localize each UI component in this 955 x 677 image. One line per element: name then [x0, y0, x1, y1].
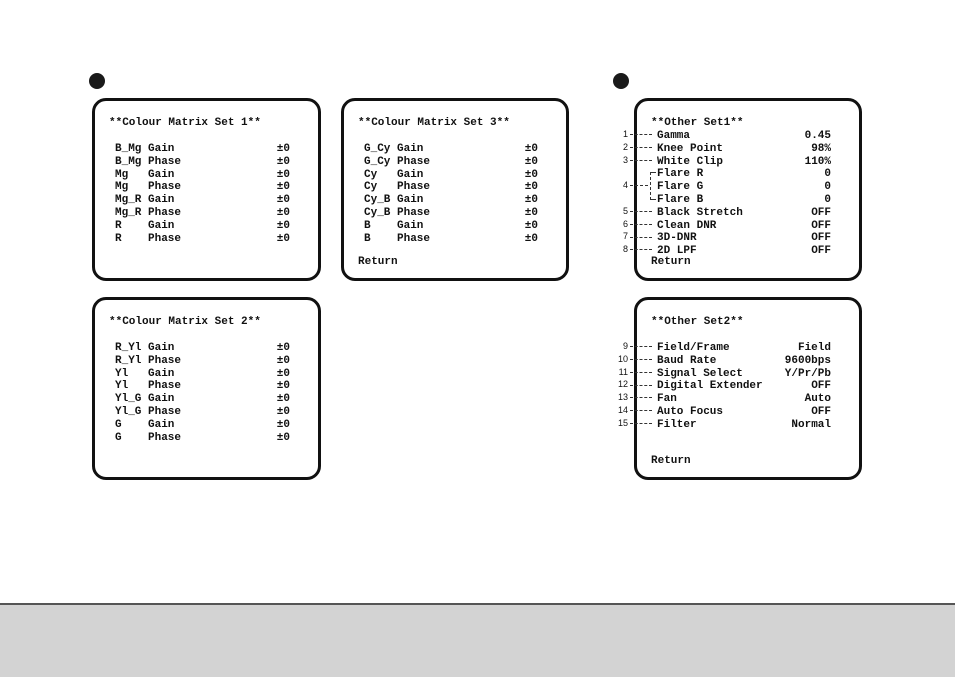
row-label: 2D LPF	[657, 245, 697, 258]
row-label: B Phase	[364, 232, 431, 245]
row-value: ±0	[524, 181, 538, 194]
row-label: Yl Gain	[115, 367, 175, 380]
row-label: Flare G	[657, 181, 704, 194]
row-value: ±0	[524, 168, 538, 181]
return-item: Return	[358, 256, 398, 268]
callout-8: 8	[623, 243, 652, 256]
row-value: ±0	[524, 155, 538, 168]
colour-matrix-set-2-screen	[92, 297, 321, 480]
row-label: Mg Gain	[115, 168, 175, 181]
return-item: Return	[651, 256, 691, 268]
row-label: Mg Phase	[115, 181, 182, 194]
menu-row	[364, 181, 538, 194]
callout-1: 1	[623, 128, 652, 141]
row-value: ±0	[276, 418, 290, 431]
row-label: Yl_G Phase	[115, 405, 182, 418]
row-value: OFF	[811, 219, 831, 232]
menu-row	[115, 342, 290, 355]
row-value: ±0	[276, 206, 290, 219]
colour-matrix-set-1-screen	[92, 98, 321, 281]
callout-12: 12	[618, 378, 652, 391]
row-value: ±0	[276, 143, 290, 155]
screen-title: **Colour Matrix Set 3**	[358, 117, 510, 129]
row-label: Cy Gain	[364, 168, 424, 181]
menu-rows	[657, 130, 831, 258]
menu-rows	[657, 342, 831, 432]
row-value: Field	[797, 342, 831, 354]
section-marker-right	[613, 73, 629, 89]
menu-row	[657, 380, 831, 393]
callout-4: 4	[623, 179, 648, 192]
other-set-2-screen	[634, 297, 862, 480]
row-label: Filter	[657, 418, 697, 431]
row-label: Cy_B Gain	[364, 194, 424, 207]
row-label: Signal Select	[657, 367, 743, 380]
menu-row	[657, 194, 831, 207]
row-value: ±0	[276, 168, 290, 181]
menu-row	[657, 220, 831, 233]
callout-4-bracket	[650, 172, 656, 200]
row-label: Yl_G Gain	[115, 393, 175, 406]
row-label: R_Yl Phase	[115, 354, 182, 367]
row-label: G Phase	[115, 431, 182, 444]
row-label: Mg_R Gain	[115, 194, 175, 207]
menu-row	[364, 194, 538, 207]
menu-row	[657, 156, 831, 169]
menu-row	[657, 368, 831, 381]
row-label: R_Yl Gain	[115, 342, 175, 354]
row-value: Auto	[804, 393, 831, 406]
menu-row	[657, 406, 831, 419]
menu-row	[115, 143, 290, 156]
callout-9: 9	[623, 340, 652, 353]
menu-row	[657, 393, 831, 406]
row-label: Yl Phase	[115, 380, 182, 393]
row-label: Gamma	[657, 130, 691, 142]
row-value: 0	[824, 168, 831, 181]
menu-row	[115, 393, 290, 406]
row-label: G_Cy Gain	[364, 143, 424, 155]
row-value: OFF	[811, 380, 831, 393]
colour-matrix-set-3-screen	[341, 98, 569, 281]
menu-row	[115, 181, 290, 194]
menu-rows	[115, 342, 290, 444]
menu-row	[364, 169, 538, 182]
row-value: ±0	[276, 342, 290, 354]
row-label: B_Mg Gain	[115, 143, 175, 155]
row-label: G Gain	[115, 418, 175, 431]
callout-13: 13	[618, 391, 652, 404]
screen-title: **Colour Matrix Set 1**	[109, 117, 261, 129]
row-value: ±0	[276, 219, 290, 232]
row-value: OFF	[811, 245, 831, 258]
row-value: ±0	[524, 143, 538, 155]
callout-2: 2	[623, 141, 652, 154]
row-label: Baud Rate	[657, 354, 717, 367]
menu-row	[364, 156, 538, 169]
row-label: R Gain	[115, 219, 175, 232]
row-value: ±0	[524, 232, 538, 245]
row-label: B_Mg Phase	[115, 155, 182, 168]
row-value: 98%	[811, 142, 831, 155]
menu-row	[364, 207, 538, 220]
menu-row	[657, 130, 831, 143]
row-label: G_Cy Phase	[364, 155, 431, 168]
row-label: Flare B	[657, 193, 704, 206]
row-value: ±0	[524, 219, 538, 232]
row-label: Auto Focus	[657, 405, 724, 418]
row-value: ±0	[276, 354, 290, 367]
other-set-1-callouts	[580, 128, 652, 258]
menu-row	[657, 207, 831, 220]
other-set-2-callouts	[580, 340, 652, 432]
callout-10: 10	[618, 353, 652, 366]
menu-row	[115, 156, 290, 169]
menu-row	[115, 220, 290, 233]
row-label: 3D-DNR	[657, 232, 697, 245]
row-label: Black Stretch	[657, 206, 743, 219]
callout-15: 15	[618, 417, 652, 430]
menu-rows	[115, 143, 290, 245]
menu-row	[657, 342, 831, 355]
row-label: Clean DNR	[657, 219, 717, 232]
callout-14: 14	[618, 404, 652, 417]
menu-row	[657, 232, 831, 245]
row-label: White Clip	[657, 155, 724, 168]
row-label: Cy Phase	[364, 181, 431, 194]
menu-row	[115, 207, 290, 220]
menu-row	[657, 143, 831, 156]
menu-rows	[364, 143, 538, 245]
row-value: 9600bps	[784, 354, 831, 367]
row-label: R Phase	[115, 232, 182, 245]
row-value: OFF	[811, 206, 831, 219]
screen-title: **Other Set2**	[651, 316, 744, 328]
row-value: OFF	[811, 232, 831, 245]
row-value: 0.45	[804, 130, 831, 142]
menu-row	[657, 355, 831, 368]
callout-11: 11	[619, 366, 652, 379]
row-value: 0	[824, 193, 831, 206]
row-value: ±0	[276, 393, 290, 406]
menu-row	[115, 233, 290, 246]
menu-row	[657, 168, 831, 181]
row-label: Fan	[657, 393, 677, 406]
row-label: Flare R	[657, 168, 704, 181]
menu-row	[115, 169, 290, 182]
other-set-1-screen	[634, 98, 862, 281]
menu-row	[115, 419, 290, 432]
menu-row	[115, 355, 290, 368]
menu-row	[364, 143, 538, 156]
menu-row	[364, 220, 538, 233]
row-value: Normal	[791, 418, 831, 431]
page-footer-band	[0, 603, 955, 677]
row-value: 110%	[804, 155, 831, 168]
section-marker-left	[89, 73, 105, 89]
row-value: 0	[824, 181, 831, 194]
callout-6: 6	[623, 218, 652, 231]
row-value: ±0	[276, 232, 290, 245]
row-label: Knee Point	[657, 142, 724, 155]
row-label: Mg_R Phase	[115, 206, 182, 219]
row-value: OFF	[811, 405, 831, 418]
row-value: ±0	[276, 194, 290, 207]
row-value: ±0	[524, 194, 538, 207]
screen-title: **Other Set1**	[651, 117, 744, 129]
callout-7: 7	[623, 230, 652, 243]
row-label: Field/Frame	[657, 342, 730, 354]
row-value: ±0	[276, 405, 290, 418]
menu-row	[364, 233, 538, 246]
return-item: Return	[651, 455, 691, 467]
menu-row	[115, 432, 290, 445]
menu-row	[657, 181, 831, 194]
screen-title: **Colour Matrix Set 2**	[109, 316, 261, 328]
menu-row	[115, 380, 290, 393]
menu-row	[115, 406, 290, 419]
row-value: ±0	[276, 431, 290, 444]
row-value: ±0	[276, 181, 290, 194]
row-value: ±0	[276, 155, 290, 168]
row-label: B Gain	[364, 219, 424, 232]
row-value: ±0	[524, 206, 538, 219]
menu-row	[657, 419, 831, 432]
row-value: ±0	[276, 367, 290, 380]
callout-3: 3	[623, 154, 652, 167]
row-value: ±0	[276, 380, 290, 393]
row-label: Cy_B Phase	[364, 206, 431, 219]
menu-row	[115, 368, 290, 381]
row-label: Digital Extender	[657, 380, 763, 393]
row-value: Y/Pr/Pb	[784, 367, 831, 380]
callout-5: 5	[623, 205, 652, 218]
menu-row	[115, 194, 290, 207]
